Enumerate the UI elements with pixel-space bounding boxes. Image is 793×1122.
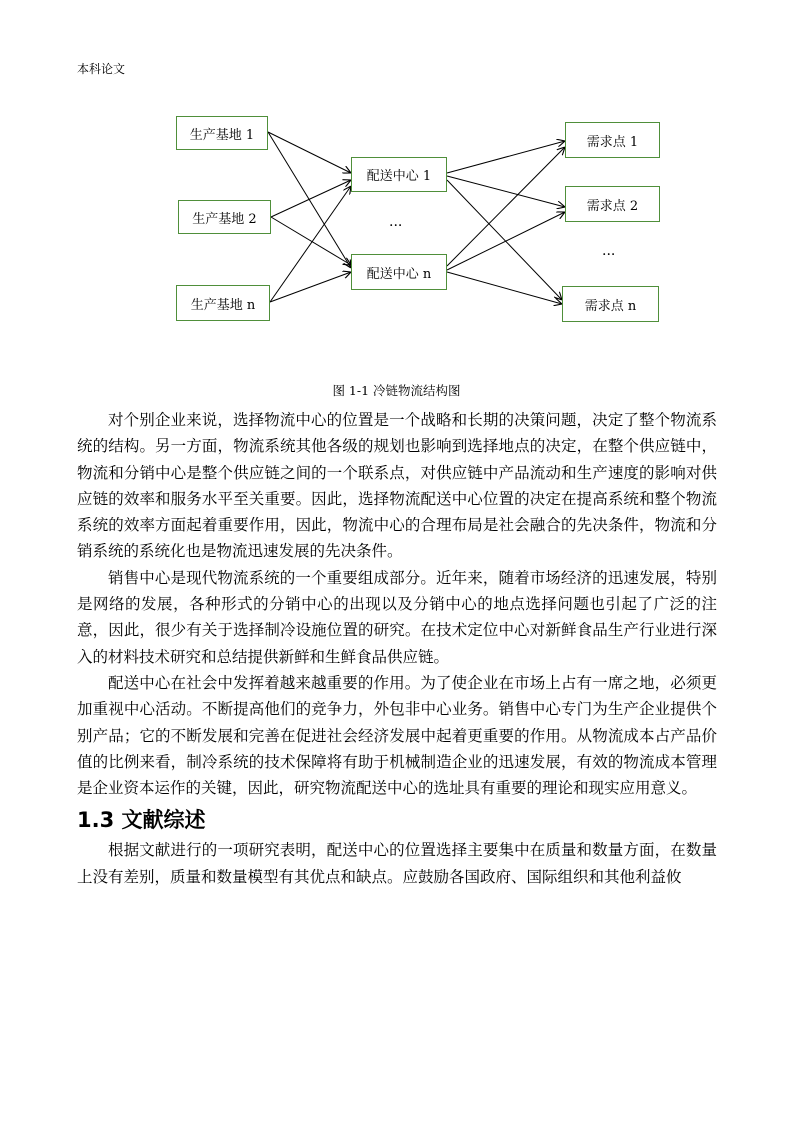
arrow-pb2-dcn bbox=[271, 217, 351, 265]
arrow-dc1-dpn bbox=[447, 180, 562, 300]
production-base-1: 生产基地 1 bbox=[176, 116, 268, 150]
arrow-dcn-dpn bbox=[447, 272, 562, 304]
figure-caption: 图 1-1 冷链物流结构图 bbox=[332, 383, 461, 398]
distribution-center-ellipsis: ... bbox=[389, 214, 403, 230]
arrow-dcn-dp1 bbox=[447, 147, 565, 266]
paragraph-3: 配送中心在社会中发挥着越来越重要的作用。为了使企业在市场上占有一席之地，必须更加重视中心活动。不断提高他们的竞争力，外包非中心业务。销售中心专门为生产企业提供个别产品；它的不断发展和完善在促进社会经济发展中起着更重要的作用。从物流成本占产品价值的比例来看，制冷系统的技术保障将有助于机械制造企业的迅速发展，有效的物流成本管理是企业资本运作的关键，因此，研究物流配送中心的选址具有重要的理论和现实应用意义。 bbox=[77, 673, 717, 798]
paragraph-1: 对个别企业来说，选择物流中心的位置是一个战略和长期的决策问题，决定了整个物流系统的结构。另一方面，物流系统其他各级的规划也影响到选择地点的决定，在整个供应链中，物流和分销中心是整个供应链之间的一个联系点，对供应链中产品流动和生产速度的影响对供应链的效率和服务水平至关重要。因此，选择物流配送中心位置的决定在提高系统和整个物流系统的效率方面起着重要作用，因此，物流中心的合理布局是社会融合的先决条件，物流和分销系统的系统化也是物流迅速发展的先决条件。 bbox=[77, 411, 717, 561]
demand-point-1: 需求点 1 bbox=[565, 122, 660, 158]
production-base-2: 生产基地 2 bbox=[178, 200, 271, 234]
arrow-pb2-dc1 bbox=[271, 180, 351, 217]
production-base-n: 生产基地 n bbox=[176, 285, 270, 321]
arrow-pbn-dc1 bbox=[270, 186, 351, 302]
arrow-dcn-dp2 bbox=[447, 212, 565, 270]
arrow-dc1-dp1 bbox=[447, 141, 565, 173]
body-text-block bbox=[77, 407, 717, 890]
demand-point-2: 需求点 2 bbox=[565, 186, 660, 222]
section-paragraph: 根据文献进行的一项研究表明，配送中心的位置选择主要集中在质量和数量方面，在数量上没有差别，质量和数量模型有其优点和缺点。应鼓励各国政府、国际组织和其他利益攸 bbox=[77, 841, 717, 886]
cold-chain-structure-diagram bbox=[0, 0, 793, 380]
arrow-pbn-dcn bbox=[270, 272, 351, 302]
demand-point-ellipsis: ... bbox=[602, 243, 616, 259]
distribution-center-n: 配送中心 n bbox=[351, 254, 447, 290]
paragraph-2: 销售中心是现代物流系统的一个重要组成部分。近年来，随着市场经济的迅速发展，特别是网络的发展，各种形式的分销中心的出现以及分销中心的地点选择问题也引起了广泛的注意，因此，很少有关于选择制冷设施位置的研究。在技术定位中心对新鲜食品生产行业进行深入的材料技术研究和总结提供新鲜和生鲜食品供应链。 bbox=[77, 568, 717, 666]
distribution-center-1: 配送中心 1 bbox=[351, 157, 447, 192]
demand-point-n: 需求点 n bbox=[562, 286, 659, 322]
arrow-dc1-dp2 bbox=[447, 176, 565, 207]
page-header: 本科论文 bbox=[77, 62, 126, 76]
section-heading: 1.3 文献综述 bbox=[77, 808, 206, 833]
